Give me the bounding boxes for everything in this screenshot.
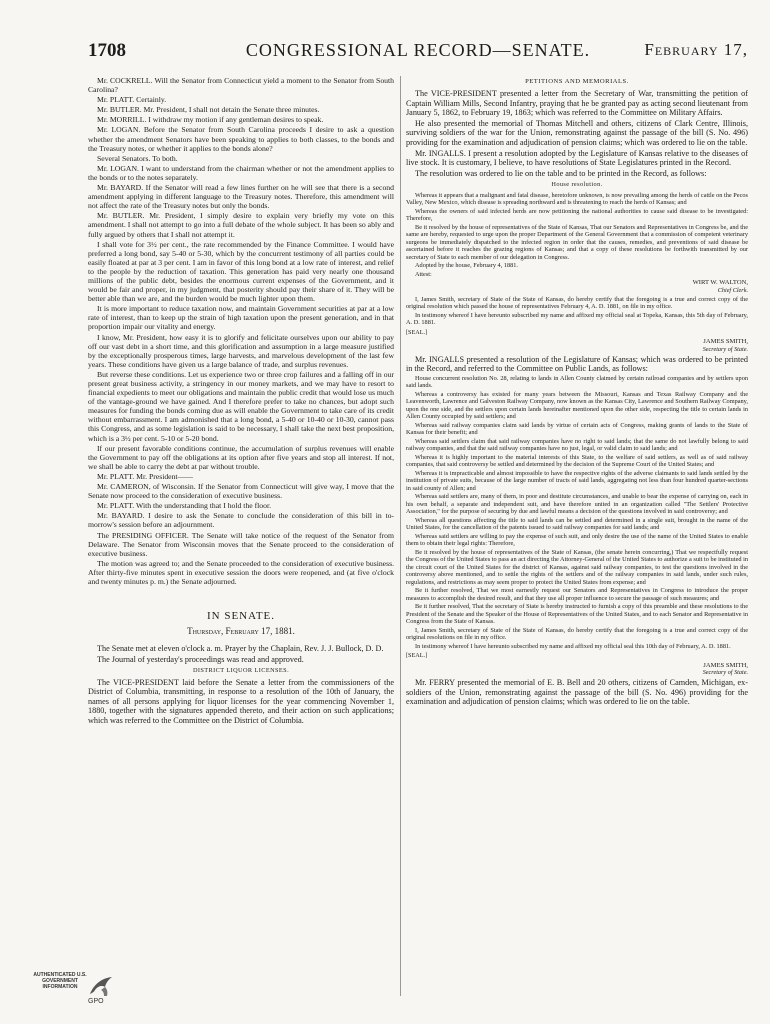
paragraph: He also presented the memorial of Thomas Mitchell and others, citizens of Clark Centre, Illinois, surviving soldiers of the war for the Union, remonstrating against the passage of the bill (S. No. 496) providing for the examination and adjudication of pension claims; which was ordered to lie on the table. <box>406 118 748 148</box>
resolution-text: Whereas said railway companies claim said lands by virtue of certain acts of Congress, making grants of lands to the State of Kansas for their benefit; and <box>406 421 748 437</box>
paragraph: Mr. BUTLER. Mr. President, I simply desire to explain very briefly my vote on this amendment. I shall not attempt to go into a full debate of the whole subject. It has been so ably and fully argued by others that I shall not attempt it. <box>88 211 394 239</box>
resolution-text: Whereas the owners of said infected herds are now petitioning the national authorities to cause said disease to be investigated: Therefore, <box>406 207 748 223</box>
paragraph: Mr. PLATT. Mr. President—— <box>97 471 193 481</box>
paragraph: I shall vote for 3½ per cent., the rate recommended by the Finance Committee. I would have preferred a long bond, say 5-40 or 5-30, which by the concurrent testimony of all parties could be easily floated at par at 3 per cent. I am in favor of this long bond at a low rate of interest, and relief to the people by the reduction of taxation. This generation has paid very nearly one thousand millions of the public debt, besides the enormous current expenses of the Government, and it would be fair and proper, in my judgment, that posterity should pay their share of it. They will be better able than we are, and the burden would be much lighter upon them. <box>88 239 394 304</box>
paragraph: Mr. FERRY presented the memorial of E. B. Bell and 20 others, citizens of Camden, Michigan, ex-soldiers of the Union, remonstrating against the passage of the bill (S. No. 496) providing for the examination and adjudication of pension claims; which was ordered to lie on the table. <box>406 678 748 707</box>
signature-name: WIRT W. WALTON, <box>692 279 748 287</box>
senate-section-date: Thursday, February 17, 1881. <box>187 626 295 637</box>
gpo-authentication-logo <box>28 972 120 1012</box>
paragraph: The Senate met at eleven o'clock a. m. Prayer by the Chaplain, Rev. J. J. Bullock, D. D. <box>97 644 384 654</box>
paragraph: Mr. INGALLS presented a resolution of the Legislature of Kansas; which was ordered to be printed in the Record, and referred to the Committee on Public Lands, as follows: <box>406 354 748 374</box>
gpo-authentication-text: AUTHENTICATED U.S. GOVERNMENT INFORMATION <box>33 972 87 990</box>
paragraph: Mr. PLATT. Certainly. <box>97 95 167 105</box>
paragraph: It is more important to reduce taxation now, and maintain Government securities at par at a low rate of interest, than to keep up the strain of high taxation upon the present generation, and in that proportion impair our vitality and energy. <box>88 304 394 332</box>
resolution-text: Whereas it is highly important to the material interests of this State, to the welfare of said settlers, as well as of said railway companies, that said controversy be settled and determined by the decision of the Supreme Court of the United States; and <box>406 453 748 469</box>
paragraph: Mr. COCKRELL. Will the Senator from Connecticut yield a moment to the Senator from South Carolina? <box>88 76 394 95</box>
seal-mark: [SEAL.] <box>406 328 428 336</box>
resolution-text: Be it resolved by the house of representatives of the State of Kansas, That our Senators and Representatives in Congress be, and the same are hereby, requested to urge upon the proper Department of the General Government that a commission of competent veterinary surgeons be immediately dispatched to the infected region in order that the causes, remedies, and preventions of said disease be ascertained before it reaches the grazing regions of Kansas; and that a copy of these resolutions be forthwith transmitted by our secretary of State to each member of our delegation in Congress. <box>406 223 748 261</box>
gpo-label: GPO <box>88 998 104 1005</box>
left-column <box>88 76 394 1006</box>
paragraph: But reverse these conditions. Let us experience two or three crop failures and a falling off in our present great business activity, a stringency in our money markets, and we may have to resort to financial expedients to meet our obligations and maintain the public credit that would lose us much of the vantage-ground we have gained. And I therefore prefer to take no chances, but adopt such measures for funding the bonds coming due as will enable the Government to take care of its credit without embarrassment. I am admonished that a long bond, a 5-40 or 10-40 or 10-30, cannot pass this Congress, and as some legislation is said to be necessary, I shall take the next best proposition, which is a 3½ per cent. 5-10 or 5-20 bond. <box>88 369 394 443</box>
signature-title: Chief Clerk. <box>717 286 748 294</box>
column-divider <box>400 76 401 996</box>
paragraph: Mr. INGALLS. I present a resolution adopted by the Legislature of Kansas relative to the diseases of live stock. It is customary, I believe, to have resolutions of State Legislatures printed in the Record. <box>406 148 748 168</box>
signature-title: Secretary of State. <box>702 345 748 353</box>
resolution-text: Be it further resolved, That we most earnestly request our Senators and Representatives in Congress to introduce the proper measures to accomplish the desired result, and that they use all proper influence to secure the passage of such measures; and <box>406 587 748 602</box>
paragraph: The VICE-PRESIDENT laid before the Senate a letter from the commissioners of the District of Columbia, transmitting, in response to a resolution of the 10th of January, the names of all persons applying for liquor licenses for the year commencing November 1, 1880, together with the signatures appended thereto, and their action on such applications; which was referred to the Committee on the District of Columbia. <box>88 677 394 725</box>
paragraph: Mr. BUTLER. Mr. President, I shall not detain the Senate three minutes. <box>97 105 320 115</box>
resolution-text: Whereas said settlers are willing to pay the expense of such suit, and only desire the use of the name of the United States to enable them to obtain their legal rights: Therefore, <box>406 532 748 548</box>
record-title: CONGRESSIONAL RECORD—SENATE. <box>245 40 591 60</box>
paragraph: If our present favorable conditions continue, the accumulation of surplus revenues will enable the Government to pay off the obligations at its option after five years and stop all interest. If not, we shall be able to carry the debt at par without trouble. <box>88 443 394 471</box>
resolution-text: Whereas a controversy has existed for many years between the Missouri, Kansas and Texas Railway Company and the Leavenworth, Lawrence and Galveston Railway Company, now known as the Kansas City, Lawrence and Southern Railway Company, upon the one side, and the settlers upon certain lands hereinafter mentioned upon the other side, respecting the title to certain lands in Allen County occupied by said settlers; and <box>406 390 748 421</box>
resolution-heading: House concurrent resolution No. 28, relating to lands in Allen County claimed by certain railroad companies and by settlers upon said lands. <box>406 374 748 390</box>
resolution-text: In testimony whereof I have hereunto subscribed my name and affixed my official seal at Topeka, Kansas, this 5th day of February, A. D. 1881. <box>406 311 748 327</box>
resolution-text: Whereas it is impracticable and almost impossible to have the respective rights of the adverse claimants to said lands settled by the institution of private suits, because of the large number of tracts of said lands, aggregating not less than four hundred quarter-sections in said county of Allen; and <box>406 469 748 492</box>
paragraph: Mr. LOGAN. I want to understand from the chairman whether or not the amendment applies to the bonds or to the notes separately. <box>88 163 394 182</box>
section-heading: PETITIONS AND MEMORIALS. <box>525 78 629 85</box>
paragraph: I know, Mr. President, how easy it is to glorify and felicitate ourselves upon our ability to pay off our vast debt in a short time, and this glorification and assumption in a large measure justified by the exceptionally prosperous times, large harvests, and marvelous development of the last few years. These conditions have given us a large balance of trade, and surplus revenues. <box>88 332 394 369</box>
paragraph: Mr. BAYARD. If the Senator will read a few lines further on he will see that there is a second amendment applying in different language to the Treasury notes. Therefore, this amendment will not affect the rate of the Treasury notes but only the bonds. <box>88 183 394 211</box>
resolution-text: Adopted by the house, February 4, 1881. <box>415 262 519 270</box>
section-heading: DISTRICT LIQUOR LICENSES. <box>192 667 290 675</box>
page-header <box>88 40 748 62</box>
signature-title: Secretary of State. <box>702 669 748 677</box>
signature-name: JAMES SMITH, <box>703 337 748 345</box>
resolution-text: I, James Smith, secretary of State of the State of Kansas, do hereby certify that the foregoing is a true and correct copy of the original resolution which passed the house of representatives February 4, A. D. 1881, on file in my office. <box>406 295 748 311</box>
page-number: 1708 <box>88 40 126 61</box>
paragraph: Mr. PLATT. With the understanding that I hold the floor. <box>97 501 272 511</box>
paragraph: The VICE-PRESIDENT presented a letter from the Secretary of War, transmitting the petition of Captain William Mills, Second Infantry, praying that he be granted pay as acting second lieutenant from January 5, 1862, to February 19, 1863; which was referred to the Committee on Military Affairs. <box>406 89 748 118</box>
resolution-text: Whereas said settlers are, many of them, in poor and destitute circumstances, and unable to bear the expense of carrying on, each in his own behalf, a separate and independent suit, and have therefore united in an organization called "The Settlers' Protective Association," for the purpose of securing by due and lawful means a decision of the questions involved in said controversy; and <box>406 493 748 516</box>
right-column <box>406 76 748 1016</box>
resolution-text: Attest: <box>415 270 432 278</box>
paragraph: Mr. MORRILL. I withdraw my motion if any gentleman desires to speak. <box>97 115 324 125</box>
paragraph: The motion was agreed to; and the Senate proceeded to the consideration of executive business. After thirty-five minutes spent in executive session the doors were reopened, and (at five o'clock and twenty minutes p. m.) the Senate adjourned. <box>88 558 394 586</box>
subsection-heading: House resolution. <box>551 181 603 189</box>
paragraph: The PRESIDING OFFICER. The Senate will take notice of the request of the Senator from Delaware. The Senator from Wisconsin moves that the Senate proceed to the consideration of executive business. <box>88 530 394 558</box>
seal-mark: [SEAL.] <box>406 652 428 660</box>
resolution-text: In testimony whereof I have hereunto subscribed my name and affixed my official seal this 10th day of February, A. D. 1881. <box>415 642 731 650</box>
resolution-text: I, James Smith, secretary of State of the State of Kansas, do hereby certify that the foregoing is a true and correct copy of the original resolutions on file in my office. <box>406 626 748 642</box>
eagle-icon <box>86 974 116 1000</box>
resolution-text: Whereas all questions affecting the title to said lands can be settled and determined in a single suit, brought in the name of the United States, for the cancellation of the patents issued to said railway companies for said lands; and <box>406 516 748 532</box>
senate-section-title: IN SENATE. <box>206 610 276 623</box>
resolution-text: Whereas it appears that a malignant and fatal disease, heretofore unknown, is now prevailing among the herds of cattle on the Pecos Valley, New Mexico, which disease is spreading northward and is threatening to reach the herds of Kansas; and <box>406 191 748 207</box>
paragraph: The Journal of yesterday's proceedings was read and approved. <box>97 654 304 664</box>
paragraph: Mr. LOGAN. Before the Senator from South Carolina proceeds I desire to ask a question whether the amendment Senators have been speaking to applies to both classes, to the bonds and the Treasury notes, or whether it applies to the bonds alone? <box>88 125 394 153</box>
paragraph: Mr. CAMERON, of Wisconsin. If the Senator from Connecticut will give way, I move that the Senate now proceed to the consideration of executive business. <box>88 482 394 501</box>
signature-name: JAMES SMITH, <box>703 661 748 669</box>
resolution-text: Whereas said settlers claim that said railway companies have no right to said lands; that the same do not lawfully belong to said railway companies, and that the said railway companies have no just, legal, or valid claim to said lands; and <box>406 437 748 453</box>
record-date: February 17, <box>644 40 748 59</box>
paragraph: Mr. BAYARD. I desire to ask the Senate to conclude the consideration of this bill in to-morrow's session before an adjournment. <box>88 511 394 530</box>
resolution-text: Be it further resolved, That the secretary of State is hereby instructed to furnish a copy of this preamble and these resolutions to the President of the Senate and the Speaker of the House of Representatives of the United States, and to each Senator and Representative in Congress from the State of Kansas. <box>406 603 748 626</box>
paragraph: Several Senators. To both. <box>97 153 178 163</box>
resolution-text: Be it resolved by the house of representatives of the State of Kansas, (the senate herein concurring,) That we respectfully request the Congress of the United States to pass an act directing the Attorney-General of the United States to authorize a suit to be instituted in the circuit court of the United States for the district of Kansas, against said railway companies, to test the questions involved in the controversy above mentioned, and to settle the rights of the settlers and of the railway companies in said lands, under such rules, regulations, and restrictions as may seem proper to protect the United States from expense; and <box>406 548 748 586</box>
paragraph: The resolution was ordered to lie on the table and to be printed in the Record, as follows: <box>415 168 707 178</box>
